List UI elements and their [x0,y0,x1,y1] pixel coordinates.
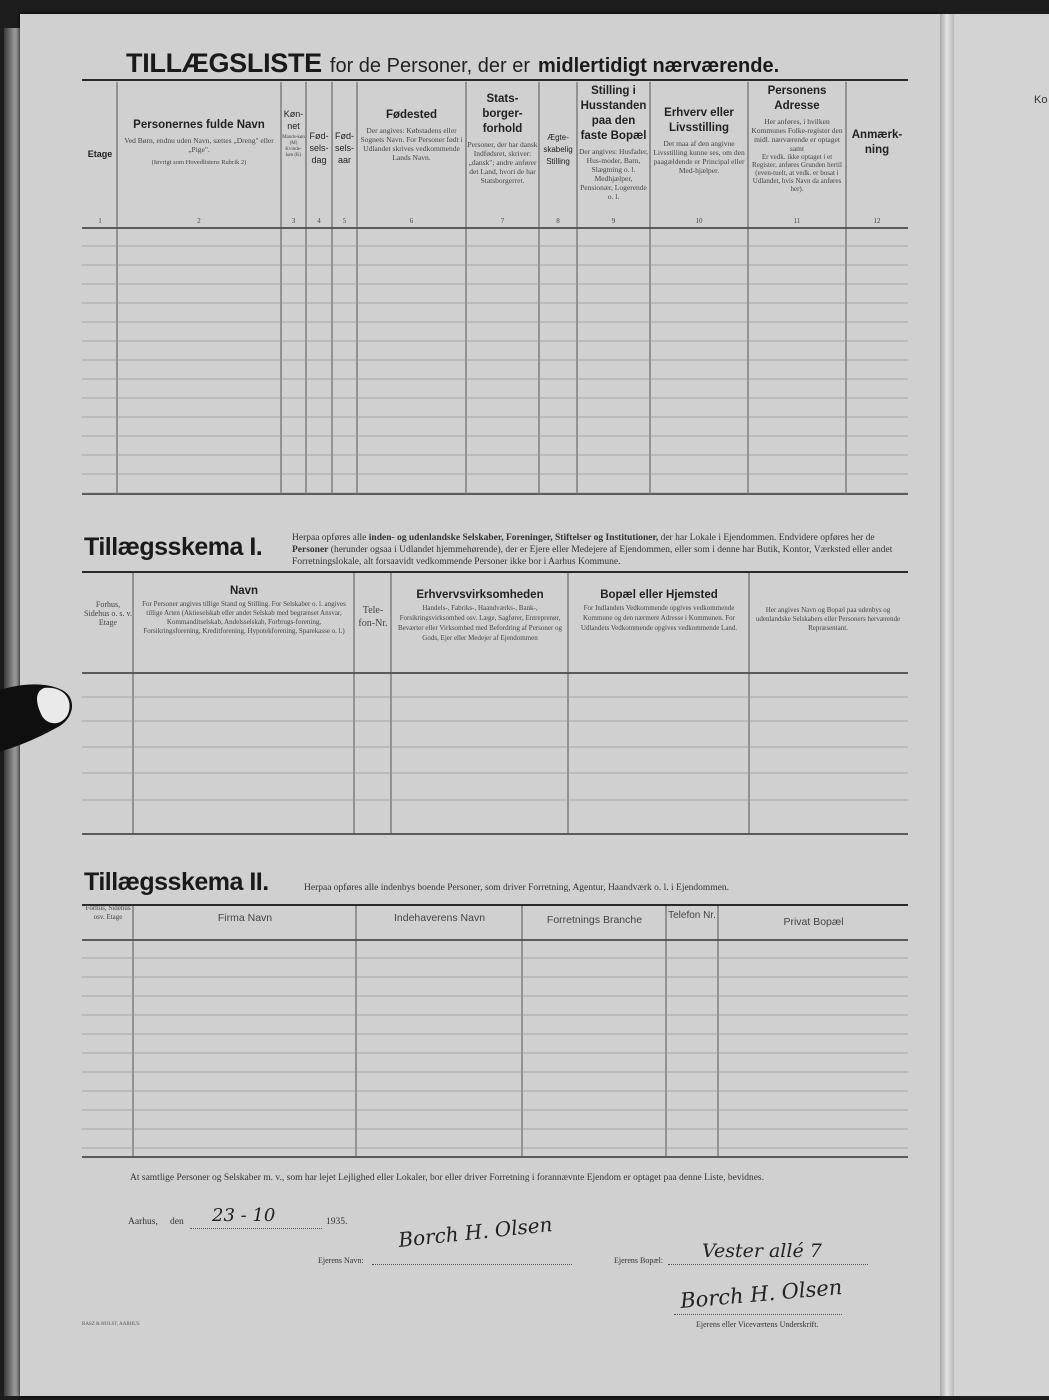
skema2-description: Herpaa opføres alle indenbys boende Personer, som driver Forretning, Agentur, Haandværk o. l. i Ejendommen. [304,883,730,893]
liste-col-4-title: Fød-sels-dag [309,131,329,165]
skema2-col-etage: Forhus, Sidehus osv. Etage [85,904,131,921]
finger-image [0,676,82,766]
den-label: den [170,1217,184,1227]
skema2-col-indehaver: Indehaverens Navn [393,912,486,924]
liste-col-number-6: 6 [409,217,414,225]
liste-title: TILLÆGSLISTE for de Personer, der er midlertidigt nærværende. [126,48,780,78]
skema2-col-branche: Forretnings Branche [546,914,643,926]
liste-col-3-sub: Mands-køn (M) Kvinde-køn (K) [282,135,305,158]
liste-col-7-sub: Personer, der har dansk Indfødsret, skriver: „dansk"; andre anfører det Land, hvori de har Statsborgerret. [467,140,538,185]
skema1-col-repraesentant: Her angives Navn og Bopæl paa udenbys og udenlandske Selskabers eller Personers herværende Repræsentant. [755,606,901,632]
liste-col-number-4: 4 [317,217,321,225]
declaration-text: At samtlige Personer og Selskaber m. v., som har lejet Lejlighed eller Lokaler, bor eller driver Forretning i forannævnte Ejendom er optaget paa denne Liste, bevidnes. [130,1173,764,1183]
liste-col-9-sub: Der angives: Husfader, Hus-moder, Barn, Slægtning o. l. Medhjælper, Pensionær, Logerende o. l. [578,147,649,201]
date-dotted-line [190,1228,322,1230]
liste-col-9-title: Stilling i Husstanden paa den faste Bopæl [580,85,647,142]
printer-imprint: RASZ & HOLST, AARHUS [82,1322,140,1327]
liste-col-2-title: Personernes fulde Navn [133,119,265,131]
skema1-col-erhverv: Erhvervsvirksomheden Handels-, Fabriks-, Haandværks-, Bank-, Forsikringsvirksomhed osv. Læge, Sagfører, Entreprenør, Beværter eller Virksomhed med Befordring af Personer og Gods, Ejer eller Medejer af Ejendommen [397,589,563,642]
liste-col-7-title: Stats-borger-forhold [482,93,523,135]
owner-address-line [668,1264,868,1265]
signature-line [674,1314,842,1315]
skema1-col-bopael: Bopæl eller Hjemsted For Indlandets Vedkommende opgives vedkommende Kommune og den nærmere Adresse i Kommunen. For Udlandets Vedkommende opgives vedkommende Land. [580,589,738,632]
liste-col-11-sub: Her anføres, i hvilken Kommunes Folke-register den midl. nærværende er optaget samt [751,117,843,153]
year-label: 1935. [326,1217,348,1227]
liste-col-10-sub: Det maa af den angivne Livsstilling kunne ses, om den paagældende er Principal eller Med-hjælper. [653,139,745,175]
liste-col-6-sub: Der angives: Købstadens eller Sognets Navn. For Personer født i Udlandet skrives vedkommende Lands Navn. [360,126,463,162]
liste-col-number-8: 8 [556,217,560,225]
owner-signature: Borch H. Olsen [679,1274,844,1314]
liste-col-11-sub2: Er vedk. ikke optaget i et Register, anføres Grunden hertil (even-tuelt, at vedk. er bosat i Udlandet, hvis Navn da anføres her). [752,153,842,193]
skema1-col-navn: Navn For Personer angives tillige Stand og Stilling. For Selskaber o. l. angives tillige Arten (Aktieselskab eller andet Selskab med begrænset Ansvar, Kommanditselskab, Andelsselskab, Forbrugs-forening, Forsikringsforening, Kreditforening, Hypotekforening, Sparekasse o. l.) [142,585,346,635]
liste-col-11-title: Personens Adresse [767,85,827,112]
liste-col-2-note: (Iøvrigt som Hovedlistens Rubrik 2) [151,159,247,166]
liste-col-8-title: Ægte-skabelig Stilling [543,133,573,166]
liste-col-1-title: Etage [87,149,113,159]
liste-col-number-10: 10 [695,217,703,225]
owner-address-handwritten: Vester allé 7 [702,1240,822,1262]
skema1-title: Tillægsskema I. [84,533,263,561]
liste-col-number-12: 12 [873,217,881,225]
liste-col-6-title: Fødested [385,109,438,121]
owner-address-label: Ejerens Bopæl: [614,1256,664,1265]
skema2-col-telefon: Telefon Nr. [668,910,716,921]
skema1-col-telefon: Tele-fon-Nr. [358,605,388,629]
signature-label: Ejerens eller Viceværtens Underskrift. [696,1320,819,1329]
liste-col-number-2: 2 [197,217,201,225]
liste-col-number-3: 3 [291,217,296,225]
skema2-col-bopael: Privat Bopæl [783,916,844,928]
liste-col-3-title: Køn-net [283,109,304,131]
liste-col-number-11: 11 [793,217,801,225]
liste-col-number-5: 5 [342,217,347,225]
liste-col-number-1: 1 [98,217,102,225]
skema1-description: Herpaa opføres alle inden- og udenlandske Selskaber, Foreninger, Stiftelser og Institutioner, der har Lokale i Ejendommen. Endvidere opføres her de Personer (herunder ogsaa i Udlandet hjemmehørende), der er Ejere eller Medejere af Ejendommen, eller som i denne har Butik, Kontor, Værksted eller andet Forretningslokale, alt forsaavidt vedkommende Personer ikke bor i Aarhus Kommune. [292,533,893,567]
facing-page-text: Ko [1034,94,1048,106]
skema2-col-firma: Firma Navn [217,912,273,924]
liste-col-2-sub: Ved Børn, endnu uden Navn, sættes „Dreng" eller „Pige". [124,136,274,154]
liste-col-10-title: Erhverv eller Livsstilling [664,107,734,134]
date-handwritten: 23 - 10 [212,1205,276,1226]
liste-col-5-title: Fød-sels-aar [334,131,354,165]
liste-col-number-7: 7 [500,217,505,225]
skema1-col-etage: Forhus, Sidehus o. s. v. Etage [84,600,132,627]
owner-name-signature: Borch H. Olsen [397,1211,554,1253]
liste-col-number-9: 9 [611,217,616,225]
owner-name-label: Ejerens Navn: [318,1256,364,1265]
skema2-title: Tillægsskema II. [84,868,269,896]
owner-name-line [372,1264,572,1265]
city-label: Aarhus, [128,1217,158,1227]
liste-col-12-title: Anmærk-ning [851,129,903,156]
